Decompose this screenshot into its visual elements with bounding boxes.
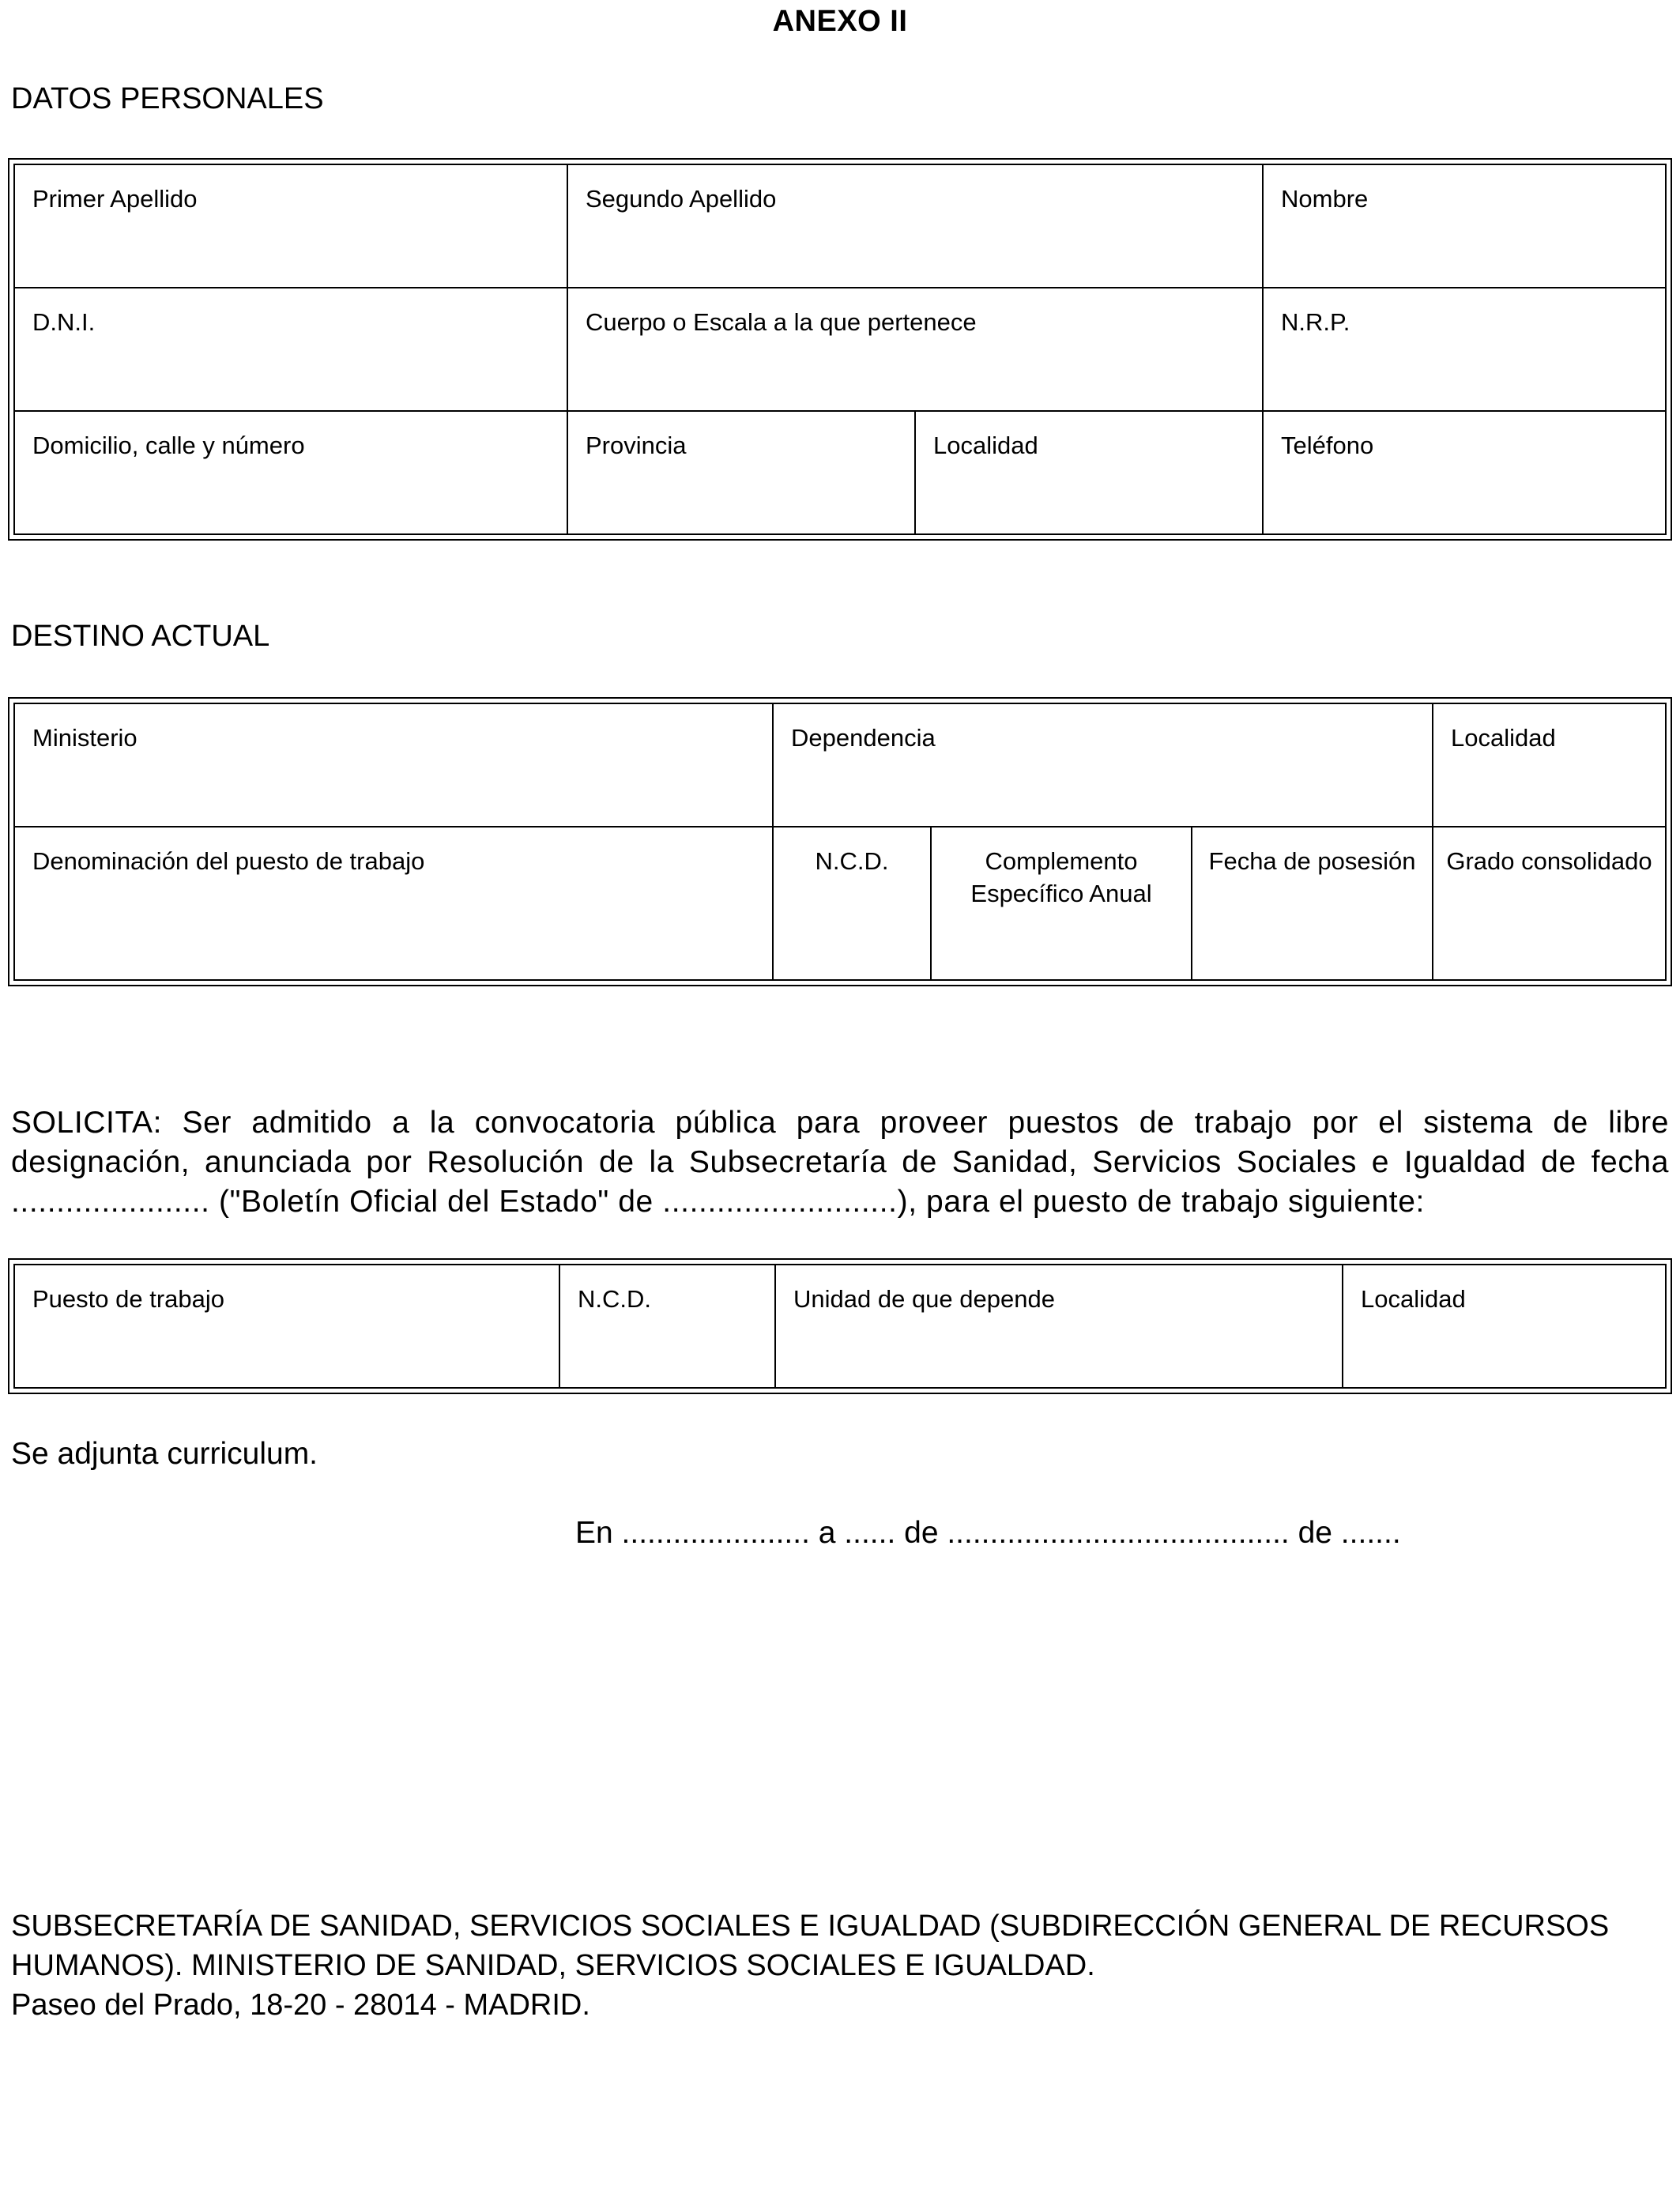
fecha-lugar-line: En ...................... a ...... de ........................................ de ....... — [575, 1516, 1401, 1550]
destino-actual-heading: DESTINO ACTUAL — [11, 620, 270, 653]
field-dni[interactable]: D.N.I. — [14, 288, 567, 411]
field-nrp[interactable]: N.R.P. — [1263, 288, 1666, 411]
field-localidad-solicitado[interactable]: Localidad — [1343, 1265, 1666, 1388]
destino-actual-table — [8, 697, 1672, 986]
footer-direccion: Paseo del Prado, 18-20 - 28014 - MADRID. — [11, 1989, 590, 2022]
solicita-paragraph: SOLICITA: Ser admitido a la convocatoria pública para proveer puestos de trabajo por el sistema de libre designación, anunciada por Resolución de la Subsecretaría de Sanidad, Servicios Sociales e Igualdad de fecha ...................... ("Boletín Oficial del Estado" de ..........................), para el puesto de trabajo siguiente: — [11, 1106, 1669, 1219]
field-telefono[interactable]: Teléfono — [1263, 411, 1666, 534]
field-dependencia[interactable]: Dependencia — [773, 703, 1433, 827]
field-denominacion-puesto[interactable]: Denominación del puesto de trabajo — [14, 827, 773, 980]
page-title: ANEXO II — [772, 5, 908, 38]
field-unidad-depende[interactable]: Unidad de que depende — [775, 1265, 1343, 1388]
puesto-solicitado-table — [8, 1258, 1672, 1394]
field-grado-consolidado[interactable]: Grado consolidado — [1433, 827, 1666, 980]
field-localidad[interactable]: Localidad — [915, 411, 1263, 534]
field-primer-apellido[interactable]: Primer Apellido — [14, 164, 567, 288]
field-provincia[interactable]: Provincia — [567, 411, 915, 534]
field-nombre[interactable]: Nombre — [1263, 164, 1666, 288]
adjunta-curriculum: Se adjunta curriculum. — [11, 1437, 318, 1471]
field-ncd-solicitado[interactable]: N.C.D. — [559, 1265, 775, 1388]
field-segundo-apellido[interactable]: Segundo Apellido — [567, 164, 1263, 288]
footer-address-block — [11, 1906, 1678, 2025]
field-puesto-trabajo[interactable]: Puesto de trabajo — [14, 1265, 559, 1388]
datos-personales-table — [8, 158, 1672, 541]
field-cuerpo-escala[interactable]: Cuerpo o Escala a la que pertenece — [567, 288, 1263, 411]
field-domicilio[interactable]: Domicilio, calle y número — [14, 411, 567, 534]
datos-personales-heading: DATOS PERSONALES — [11, 82, 324, 115]
field-localidad-destino[interactable]: Localidad — [1433, 703, 1666, 827]
field-ncd-actual[interactable]: N.C.D. — [773, 827, 931, 980]
field-complemento-especifico[interactable]: Complemento Específico Anual — [931, 827, 1192, 980]
footer-organismo: SUBSECRETARÍA DE SANIDAD, SERVICIOS SOCIALES E IGUALDAD (SUBDIRECCIÓN GENERAL DE RECURSOS HUMANOS). MINISTERIO DE SANIDAD, SERVICIOS SOCIALES E IGUALDAD. — [11, 1909, 1610, 1982]
field-fecha-posesion[interactable]: Fecha de posesión — [1192, 827, 1433, 980]
field-ministerio[interactable]: Ministerio — [14, 703, 773, 827]
